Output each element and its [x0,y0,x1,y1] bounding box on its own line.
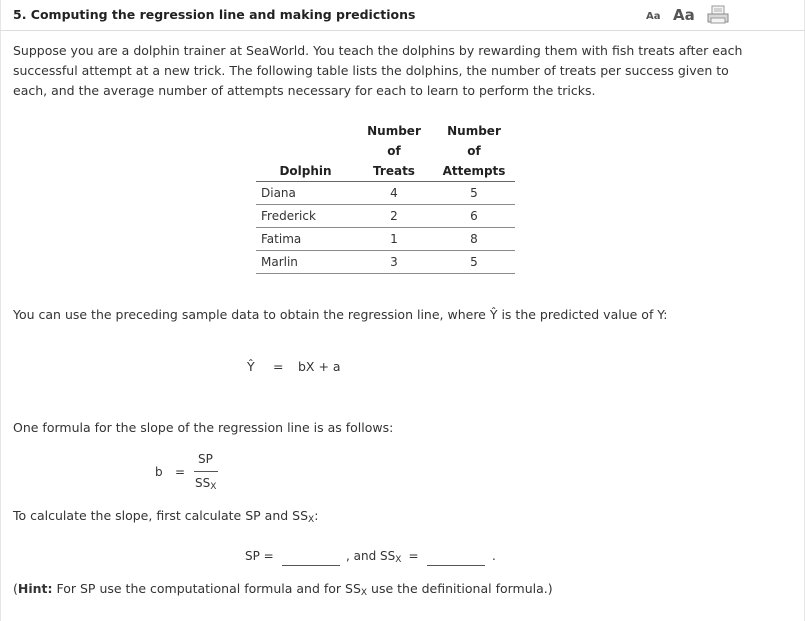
dolphin-table [256,121,515,274]
equation-lhs: Ŷ [247,359,255,374]
answer-period: . [492,549,496,563]
treats-value: 1 [355,228,433,251]
intro-paragraph: Suppose you are a dolphin trainer at SeaWorld. You teach the dolphins by rewarding them with fish treats after each successful attempt at a new trick. The following table lists the dolphins, the number of treats per success given to each, and the average number of attempts necessary for each to learn to perform the tricks. [13,43,743,98]
slope-intro-text: One formula for the slope of the regression line is as follows: [13,420,394,435]
col-treats-header: Treats [355,161,433,182]
slope-numerator: SP [198,452,213,466]
dolphin-name: Marlin [256,251,355,274]
ss-answer-blank[interactable] [427,565,485,566]
treats-value: 4 [355,182,433,205]
equation-equals: = [273,359,284,374]
dolphin-name: Fatima [256,228,355,251]
table-row [256,182,515,205]
table-row [256,251,515,274]
problem-title: 5. Computing the regression line and making predictions [13,7,416,22]
slope-lhs: b [155,465,163,479]
col-dolphin-header-top [256,121,355,161]
col-dolphin-header: Dolphin [256,161,355,182]
fraction-bar [194,471,218,472]
header-divider [0,30,805,31]
col-treats-header-top: Number of [367,124,421,158]
attempts-value: 5 [433,251,515,274]
sp-label: SP = [245,549,274,563]
hint-text: (Hint: For SP use the computational formula and for $SS_X$ use the definitional formula.) [13,581,553,598]
table-row [256,228,515,251]
treats-value: 3 [355,251,433,274]
sp-answer-blank[interactable] [282,565,340,566]
col-attempts-header: Attempts [433,161,515,182]
table-row [256,205,515,228]
col-attempts-header-top: Number of [447,124,501,158]
slope-denominator: $SS_X$ [195,476,217,492]
dolphin-name: Frederick [256,205,355,228]
treats-value: 2 [355,205,433,228]
slope-equals: = [175,465,186,479]
attempts-value: 5 [433,182,515,205]
font-size-large-button[interactable]: Aa [673,6,695,24]
calc-instruction-text: To calculate the slope, first calculate SP and $SS_X$: [13,508,319,525]
print-icon[interactable] [707,5,729,25]
attempts-value: 8 [433,228,515,251]
ss-label: , and $SS_X$ = [346,549,419,565]
equation-rhs: bX + a [298,359,341,374]
font-size-small-button[interactable]: Aa [646,11,661,22]
regression-intro-text: You can use the preceding sample data to obtain the regression line, where Ŷ is the predicted value of Y: [13,307,668,322]
attempts-value: 6 [433,205,515,228]
dolphin-name: Diana [256,182,355,205]
